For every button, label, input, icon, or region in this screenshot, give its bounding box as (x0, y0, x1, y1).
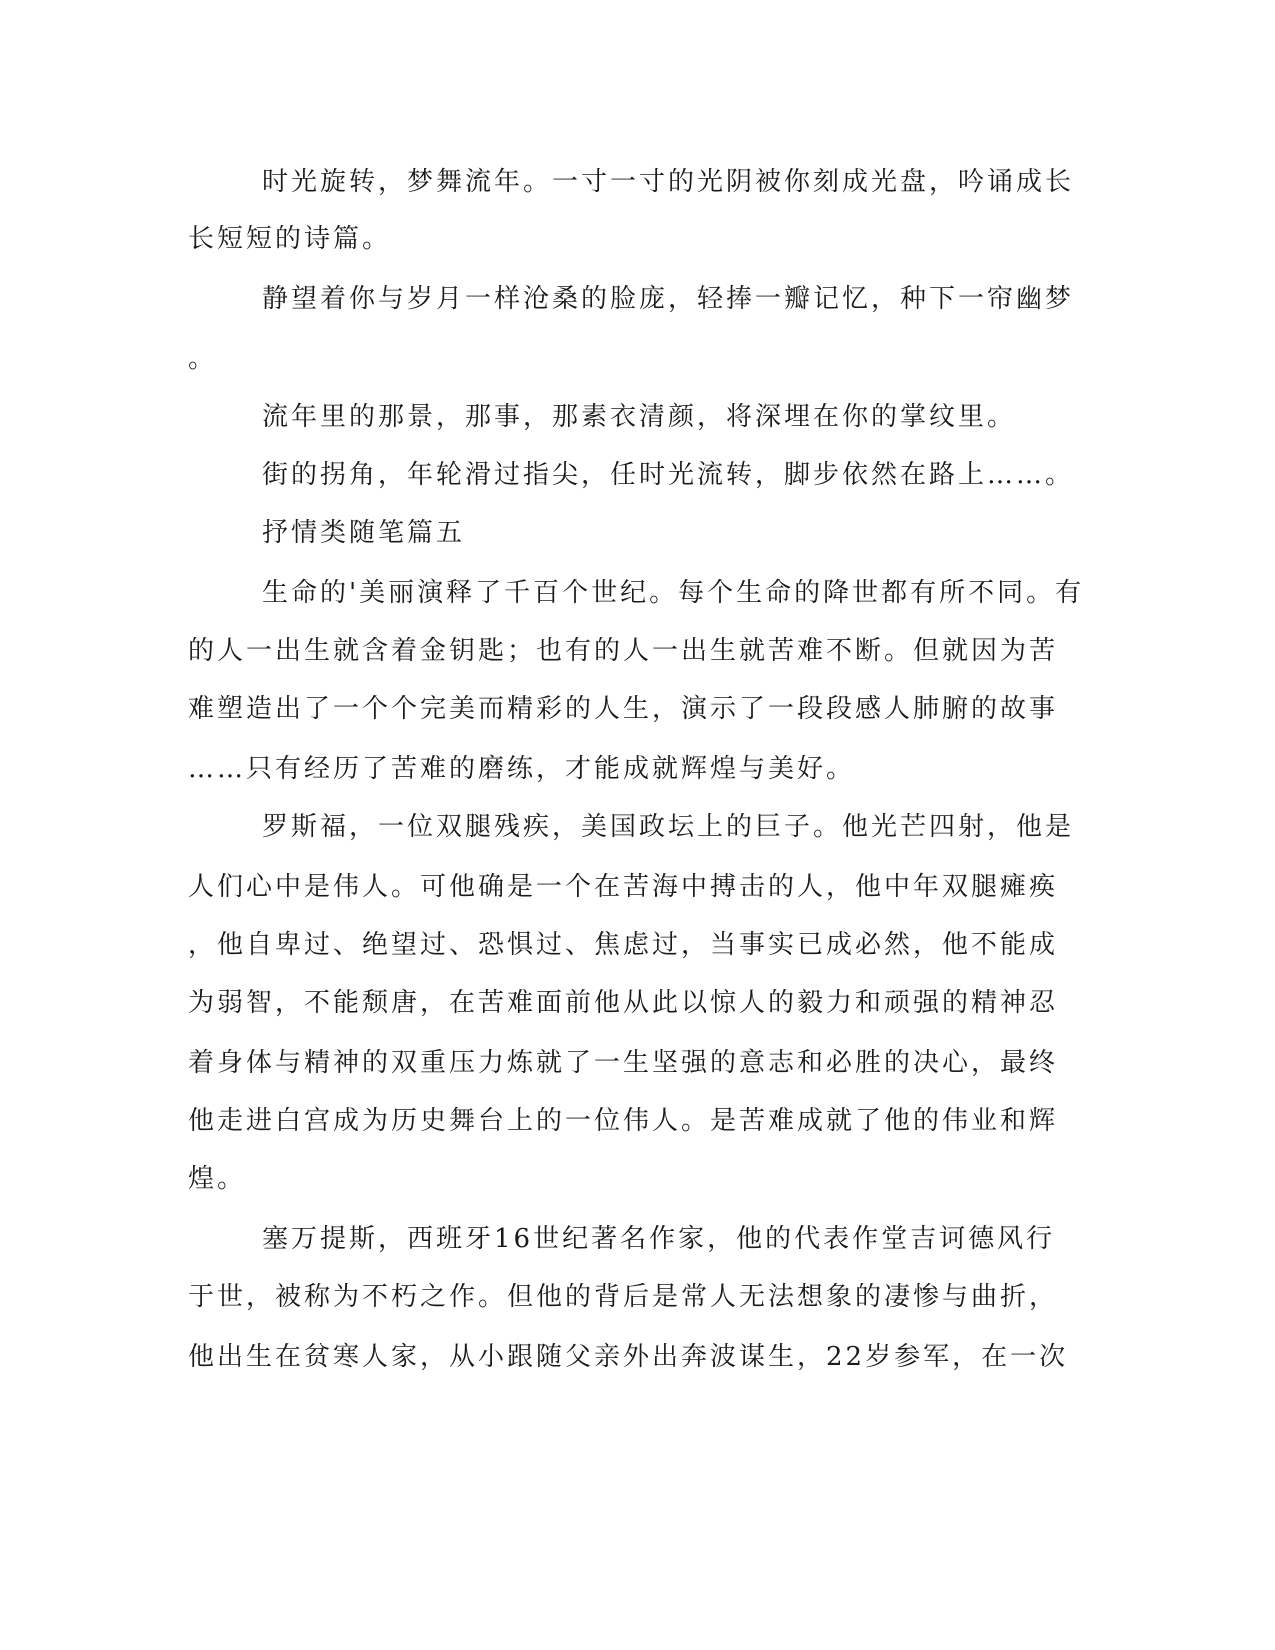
paragraph-line: ……只有经历了苦难的磨练，才能成就辉煌与美好。 (188, 754, 856, 784)
paragraph-line: 流年里的那景，那事，那素衣清颜，将深埋在你的掌纹里。 (262, 402, 1017, 432)
paragraph-line: 他走进白宫成为历史舞台上的一位伟人。是苦难成就了他的伟业和辉 (188, 1106, 1059, 1136)
paragraph-line: 着身体与精神的双重压力炼就了一生坚强的意志和必胜的决心，最终 (188, 1048, 1059, 1078)
paragraph-line: 街的拐角，年轮滑过指尖，任时光流转，脚步依然在路上……。 (262, 460, 1075, 490)
paragraph-line: 难塑造出了一个个完美而精彩的人生，演示了一段段感人肺腑的故事 (188, 694, 1059, 724)
paragraph-line: 静望着你与岁月一样沧桑的脸庞，轻捧一瓣记忆，种下一帘幽梦 (262, 284, 1075, 314)
paragraph-line: 时光旋转，梦舞流年。一寸一寸的光阴被你刻成光盘，吟诵成长 (262, 167, 1075, 197)
paragraph-line: 长短短的诗篇。 (188, 224, 392, 254)
paragraph-line: 塞万提斯，西班牙16世纪著名作家，他的代表作堂吉诃德风行 (262, 1224, 1056, 1254)
section-heading: 抒情类随笔篇五 (262, 518, 466, 548)
paragraph-line: 为弱智，不能颓唐，在苦难面前他从此以惊人的毅力和顽强的精神忍 (188, 988, 1059, 1018)
paragraph-line: ，他自卑过、绝望过、恐惧过、焦虑过，当事实已成必然，他不能成 (188, 930, 1059, 960)
paragraph-line: 人们心中是伟人。可他确是一个在苦海中搏击的人，他中年双腿瘫痪 (188, 872, 1059, 902)
paragraph-line: 于世，被称为不朽之作。但他的背后是常人无法想象的凄惨与曲折， (188, 1282, 1059, 1312)
paragraph-line: 罗斯福，一位双腿残疾，美国政坛上的巨子。他光芒四射，他是 (262, 812, 1075, 842)
paragraph-line: 生命的'美丽演释了千百个世纪。每个生命的降世都有所不同。有 (262, 578, 1085, 608)
paragraph-line: 的人一出生就含着金钥匙；也有的人一出生就苦难不断。但就因为苦 (188, 636, 1059, 666)
paragraph-line: 他出生在贫寒人家，从小跟随父亲外出奔波谋生，22岁参军，在一次 (188, 1342, 1069, 1372)
paragraph-line: 煌。 (188, 1164, 247, 1194)
paragraph-line: 。 (188, 344, 218, 374)
